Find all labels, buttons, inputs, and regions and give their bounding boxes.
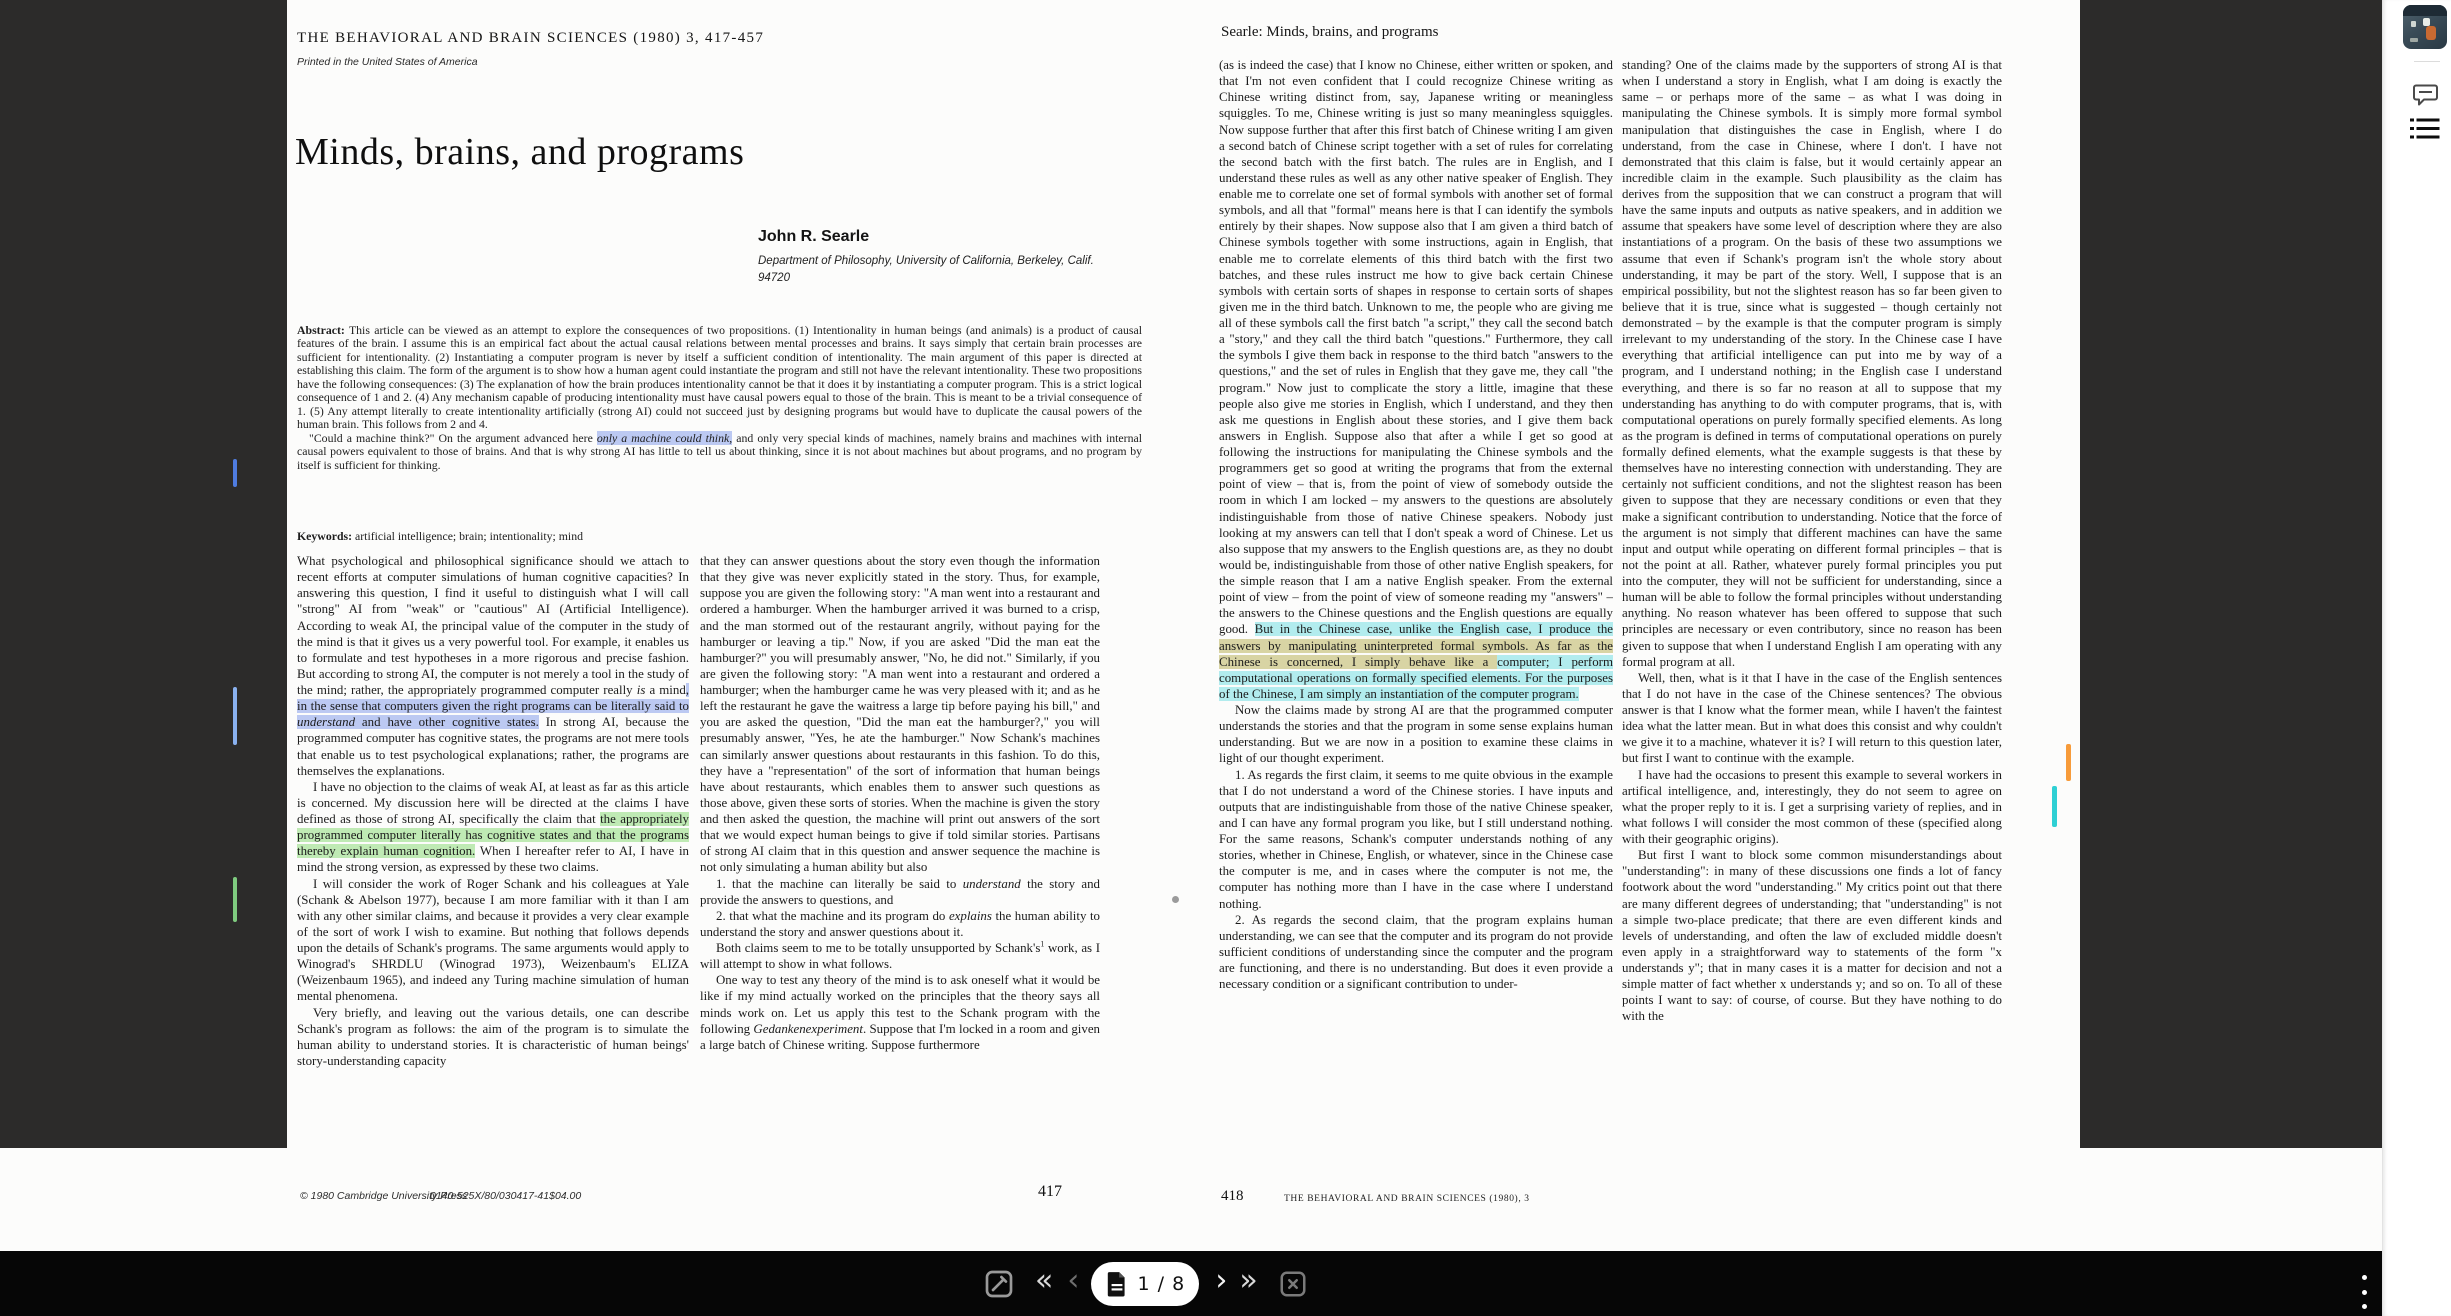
text-run: 1. that the machine can literally be said to xyxy=(716,876,963,891)
text-run: is xyxy=(636,683,646,697)
affiliation-line1: Department of Philosophy, University of California, Berkeley, Calif. xyxy=(758,255,1094,267)
highlight-green[interactable]: the appropriately programmed computer literally has cognitive states and that the programs thereby explain human cognition. xyxy=(297,812,689,859)
list-icon xyxy=(2410,117,2440,140)
printed-note: Printed in the United States of America xyxy=(297,56,478,68)
text-run: I have had the occasions to present this example to several workers in artifical intelligence, and, interestingly, they do not seem to agree on what the proper reply to it is. I get a surprising variety of replies, and in what follows I will consider the most common of these (specified along with their geographic origins). xyxy=(1622,767,2002,846)
abstract xyxy=(297,324,1142,472)
text-run: 2. that what the machine and its program do xyxy=(716,908,949,923)
annotation-bar-cyan-highlight[interactable] xyxy=(2052,786,2057,827)
text-run: a mind xyxy=(645,683,686,697)
text-run: work, as I will attempt to show in what follows. xyxy=(700,941,1100,972)
footer-journal-title: THE BEHAVIORAL AND BRAIN SCIENCES (1980), 3 xyxy=(1284,1194,1530,1204)
sidebar-divider xyxy=(2414,61,2440,62)
text-run: 1. As regards the first claim, it seems to me quite obvious in the example that I do not understand a word of the Chinese stories. I have inputs and outputs that are indistinguishable from those of the native Chinese speaker, and I can have any formal program you like, but I still understand nothing. For the same reasons, Schank's computer understands nothing of any stories, whether in Chinese, English, or whatever, since in the Chinese case the computer is me, and in cases where the computer is not me, the computer has nothing more than I have in the case where I understand nothing. xyxy=(1219,767,1613,911)
more-options-icon xyxy=(2362,1275,2367,1280)
text-run: that they can answer questions about the story even though the information that they give was never explicitly stated in the story. Thus, for example, suppose you are given the following story: "A man went into a restaurant and ordered a hamburger. When the hamburger arrived it was burned to a crisp, and the man stormed out of the restaurant angrily, without paying for the hamburger or leaving a tip." Now, if you are asked "Did the man eat the hamburger?" you will presumably answer, "No, he did not." Similarly, if you are given the following story: "A man went into a restaurant and ordered a hamburger; when the hamburger came he was very pleased with it; and as he left the restaurant he gave the waitress a large tip before paying his bill," and you are asked the question, "Did the man eat the hamburger?," you will presumably answer, "Yes, he ate the hamburger." Now Schank's machines can similarly answer questions about restaurants in this fashion. To do this, they have a "representation" of the sort of information that human beings have about restaurants, which enables them to answer such questions as those above, given these sorts of stories. When the machine is given the story and then asked the question, the machine will print out answers of the sort that we would expect human beings to give if told similar stories. Partisans of strong AI claim that in this question and answer sequence the machine is not only simulating a human ability but also xyxy=(700,554,1100,875)
page-thumbnail[interactable] xyxy=(2403,5,2447,49)
annotation-bar-green-highlight[interactable] xyxy=(233,877,237,922)
text-run: I have no objection to the claims of weak AI, at least as far as this article is concerned. My discussion here will be directed at the claims I have defined as those of strong AI, specifically the claim that xyxy=(297,779,689,826)
highlight-blue[interactable]: only a machine could think, xyxy=(596,430,733,445)
text-run: Very briefly, and leaving out the various details, one can describe Schank's program as follows: the aim of the program is to simulate the human ability to understand stories. It is characteristic of human beings' story-understanding capacity xyxy=(297,1005,689,1068)
annotation-bar-orange-highlight[interactable] xyxy=(2066,744,2071,781)
keywords-line xyxy=(297,529,583,544)
edit-annotation-button[interactable] xyxy=(983,1268,1015,1300)
annotation-bar-blue-highlight[interactable] xyxy=(233,687,237,745)
page-selector[interactable] xyxy=(1091,1262,1199,1306)
scan-speck xyxy=(1172,896,1179,903)
text-run: the human ability to understand the story and answer questions about it. xyxy=(700,908,1100,939)
text-run: One way to test any theory of the mind is to ask oneself what it would be like if my mind actually worked on the principles that the theory says all minds work on. Let us apply this test to the Schank program with the following xyxy=(700,973,1100,1036)
thumbnail-art xyxy=(2403,5,2447,16)
text-run: Both claims seem to me to be totally unsupported by Schank's xyxy=(716,941,1041,955)
journal-header: THE BEHAVIORAL AND BRAIN SCIENCES (1980) 3, 417-457 xyxy=(297,30,765,46)
text-run: understand xyxy=(962,876,1021,891)
previous-page-button[interactable]: ‹ xyxy=(1067,1262,1080,1298)
comment-icon xyxy=(2412,84,2439,107)
text-run: What psychological and philosophical significance should we attach to recent efforts at computer simulations of human cognitive capacities? In answering this question, I find it useful to distinguish what I will call "strong" AI from "weak" or "cautious" AI (Artificial Intelligence). According to weak AI, the principal value of the computer in the study of the mind is that it gives us a very powerful tool. For example, it enables us to formulate and test hypotheses in a more rigorous and precise fashion. But according to strong AI, the computer is not merely a tool in the study of the mind; rather, the appropriately programmed computer really xyxy=(297,554,689,697)
highlight-blue[interactable]: understand xyxy=(297,715,356,730)
footer-issn-code: 0140-525X/80/030417-41$04.00 xyxy=(430,1190,582,1202)
page417-column1 xyxy=(297,553,689,1171)
table-of-contents-button[interactable] xyxy=(2410,117,2440,145)
author-affiliation xyxy=(758,253,1094,287)
close-button[interactable] xyxy=(1278,1269,1308,1299)
text-run: Well, then, what is it that I have in the case of the English sentences that I do not have in the case of the Chinese sentences? The obvious answer is that I know what the former mean, while I haven't the faintest idea what the latter mean. But in what does this consist and why couldn't we give it to a machine, whatever it is? I will return to this question later, but first I want to continue with the example. xyxy=(1622,670,2002,766)
text-run: In strong AI, because the programmed computer has cognitive states, the programs are not mere tools that enable us to test psychological explanations; rather, the programs are themselves the explanations. xyxy=(297,715,689,778)
running-header: Searle: Minds, brains, and programs xyxy=(1221,24,1439,40)
text-run: When I hereafter refer to AI, I have in mind the strong version, as expressed by these two claims. xyxy=(297,844,689,875)
text-run: This article can be viewed as an attempt to explore the consequences of two propositions. (1) Intentionality in human beings (and animals) is a product of causal features of the brain. I assume this is an empirical fact about the actual causal relations between mental processes and brains. It says simply that certain brain processes are sufficient for intentionality. (2) Instantiating a computer program is never by itself a sufficient condition of intentionality. The main argument of this paper is directed at establishing this claim. The form of the argument is to show how a human agent could instantiate the program and still not have the relevant intentionality. These two propositions have the following consequences: (3) The explanation of how the brain produces intentionality cannot be that it does it by instantiating a computer program. This is a strict logical consequence of 1 and 2. (4) Any mechanism capable of producing intentionality must have causal powers equal to those of the brain. This is meant to be a trivial consequence of 1. (5) Any attempt literally to create intentionality artificially (strong AI) could not succeed just by designing programs but would have to duplicate the causal powers of the human brain. This follows from 2 and 4. xyxy=(297,323,1142,432)
first-page-button[interactable]: « xyxy=(1035,1262,1054,1298)
right-sidebar xyxy=(2382,0,2451,1316)
keywords-label: Keywords: xyxy=(297,529,353,543)
text-run: (as is indeed the case) that I know no Chinese, either written or spoken, and that I'm not even confident that I could recognize Chinese writing as Chinese writing distinct from, say, Japanese writing or meaningless squiggles. To me, Chinese writing is just so many meaningless squiggles. Now suppose further that after this first batch of Chinese writing I am given a second batch of Chinese script together with a set of rules for correlating the second batch with the first batch. The rules are in English, and I understand these rules as well as any other native speaker of English. They enable me to correlate one set of formal symbols with another set of formal symbols, and all that "formal" means here is that I can identify the symbols entirely by their shapes. Now suppose also that I am given a third batch of Chinese symbols together with some instructions, again in English, that enable me to correlate elements of this third batch with the first two batches, and these rules instruct me how to give back certain Chinese symbols with certain sorts of shapes in response to certain sorts of shapes given me in the third batch. Unknown to me, the people who are giving me all of these symbols call the first batch "a script," they call the second batch a "story," and they call the third batch "questions." Furthermore, they call the symbols I give them back in response to the third batch "answers to the questions," and the set of rules in English that they gave me, they call "the program." Now just to complicate the story a little, imagine that these people also give me stories in English, which I understand, and they then ask me questions in English about these stories, and I give them back answers in English. Suppose also that after a while I get so good at following the instructions for manipulating the Chinese symbols and the programmers get so good at writing the programs that from the external point of view – that is, from the point of view of somebody outside the room in which I am locked – my answers to the questions are absolutely indistinguishable from those of native Chinese speakers. Nobody just looking at my answers can tell that I don't speak a word of Chinese. Let us also suppose that my answers to the English questions are, as they no doubt would be, indistinguishable from those of other native English speakers, for the simple reason that I am a native English speaker. From the external point of view – from the point of view of someone reading my "answers" – the answers to the Chinese questions and the English questions are equally good. xyxy=(1219,58,1613,637)
document-page-icon xyxy=(1106,1271,1128,1297)
comments-button[interactable] xyxy=(2412,84,2439,112)
page-indicator: 1 / 8 xyxy=(1137,1272,1186,1295)
keywords-text: artificial intelligence; brain; intentionality; mind xyxy=(352,529,584,543)
author-name: John R. Searle xyxy=(758,228,870,245)
text-run: But first I want to block some common misunderstandings about "understanding": in many of these discussions one finds a lot of fancy footwork about the word "understanding." My critics point out that there are many different degrees of understanding; that "understanding" is not a simple two-place predicate; that there are even different kinds and levels of understanding, and often the law of excluded middle doesn't even apply in a straightforward way to statements of the form "x understands y"; that in many cases it is a matter for decision and not a simple matter of fact whether x understands y; and so on. To all of these points I want to say: of course, of course. But they have nothing to do with the xyxy=(1622,848,2002,1024)
text-run: Now the claims made by strong AI are that the programmed computer understands the stories and that the program in some sense explains human understanding. But we are now in a position to examine these claims in light of our thought experiment. xyxy=(1219,703,1613,766)
highlight-tan[interactable]: answers by manipulating uninterpreted formal symbols. As far as the Chinese is concerned, I simply behave like a xyxy=(1219,638,1613,669)
text-run: . Suppose that I'm locked in a room and given a large batch of Chinese writing. Suppose furthermore xyxy=(700,1021,1100,1052)
last-page-button[interactable]: » xyxy=(1239,1262,1258,1298)
highlight-cyan[interactable]: computer; I perform computational operations on formally specified elements. For the purposes of the Chinese, I am simply an instantiation of the computer program. xyxy=(1219,654,1613,701)
footer-copyright: © 1980 Cambridge University Press xyxy=(300,1190,468,1202)
affiliation-line2: 94720 xyxy=(758,272,790,284)
page417-column2 xyxy=(700,553,1100,1171)
text-run: standing? One of the claims made by the supporters of strong AI is that when I understand a story in English, what I am doing is exactly the same – or perhaps more of the same – as what I was doing in manipulating the Chinese symbols. It is simply more formal symbol manipulation that distinguishes the case in English, where I do understand, from the case in Chinese, where I don't. I have not demonstrated that this claim is false, but it would certainly appear an incredible claim in the example. Such plausibility as the claim has derives from the supposition that we can construct a program that will have the same inputs and outputs as native speakers, and in addition we assume that speakers have some level of description where they are also instantiations of a program. On the basis of these two assumptions we assume that even if Schank's program isn't the whole story about understanding, it may be part of the story. Well, I suppose that is an empirical possibility, but not the slightest reason has so far been given to believe that it is true, since what is suggested – though certainly not demonstrated – by the example is that the computer program is simply irrelevant to my understanding of the story. In the Chinese case I have everything that artificial intelligence can put into me by way of a program, and I understand nothing; in the English case I understand everything, and there is so far no reason at all to suppose that my understanding has anything to do with computer programs, that is, with computational operations on purely formally specified elements. As long as the program is defined in terms of computational operations on purely formally defined elements, what the example suggests is that these by themselves have no interesting connection with understanding. They are certainly not sufficient conditions, and not the slightest reason has been given to suppose that they are necessary conditions or even that they make a significant contribution to understanding. Notice that the force of the argument is not simply that different machines can have the same input and output while operating on different formal principles – that is not the point at all. Rather, whatever purely formal principles you put into the computer, they will not be sufficient for understanding, since a human will be able to follow the formal principles without understanding anything. No reason whatever has been offered to suppose that such principles are necessary or even contributory, since no reason has been given to suppose that when I understand English I am operating with any formal program at all. xyxy=(1622,58,2002,669)
close-icon xyxy=(1278,1269,1308,1299)
text-run: Abstract: xyxy=(297,323,345,337)
page-number-417: 417 xyxy=(1038,1183,1062,1200)
next-page-button[interactable]: › xyxy=(1215,1262,1228,1298)
text-run: the story and provide the answers to questions, and xyxy=(700,876,1100,907)
canvas-background-left xyxy=(0,0,287,1148)
page418-column2 xyxy=(1622,57,2002,1165)
highlight-blue[interactable]: , in the sense that computers given the right programs can be literally said to xyxy=(297,683,689,714)
text-run: 1 xyxy=(1040,939,1045,949)
toolbar-controls xyxy=(983,1251,1308,1316)
text-run: 2. As regards the second claim, that the program explains human understanding, we can see that the computer and its program do not provide sufficient conditions of understanding since the computer and the program are functioning, and there is no understanding. But does it even provide a necessary condition or a significant contribution to under- xyxy=(1219,912,1613,992)
edit-annotation-icon xyxy=(983,1268,1015,1300)
highlight-blue[interactable]: and have other cognitive states. xyxy=(355,715,539,730)
text-run: and only very special kinds of machines, namely brains and machines with internal causal powers equivalent to those of brains. And that is why strong AI has little to tell us about thinking, since it is not about machines but about programs, and no program by itself is sufficient for thinking. xyxy=(297,430,1143,472)
text-run: Gedankenexperiment xyxy=(753,1021,863,1036)
canvas-background-right xyxy=(2080,0,2382,1148)
page-number-418: 418 xyxy=(1221,1188,1244,1204)
text-run: "Could a machine think?" On the argument advanced here xyxy=(309,430,597,445)
more-options-button[interactable] xyxy=(2352,1275,2376,1309)
page-title: Minds, brains, and programs xyxy=(295,131,745,173)
highlight-cyan[interactable]: But in the Chinese case, unlike the English case, I produce the xyxy=(1254,622,1613,637)
page418-column1 xyxy=(1219,57,1613,1165)
annotation-bar-blue-quote[interactable] xyxy=(233,459,237,487)
text-run: I will consider the work of Roger Schank and his colleagues at Yale (Schank & Abelson 1977), because I am more familiar with it than I am with any other similar claims, and because it provides a very clear example of the sort of work I wish to examine. But nothing that follows depends upon the details of Schank's programs. The same arguments would apply to Winograd's SHRDLU (Winograd 1973), Weizenbaum's ELIZA (Weizenbaum 1965), and indeed any Turing machine simulation of human mental phenomena. xyxy=(297,876,689,1004)
text-run: explains xyxy=(948,908,992,923)
